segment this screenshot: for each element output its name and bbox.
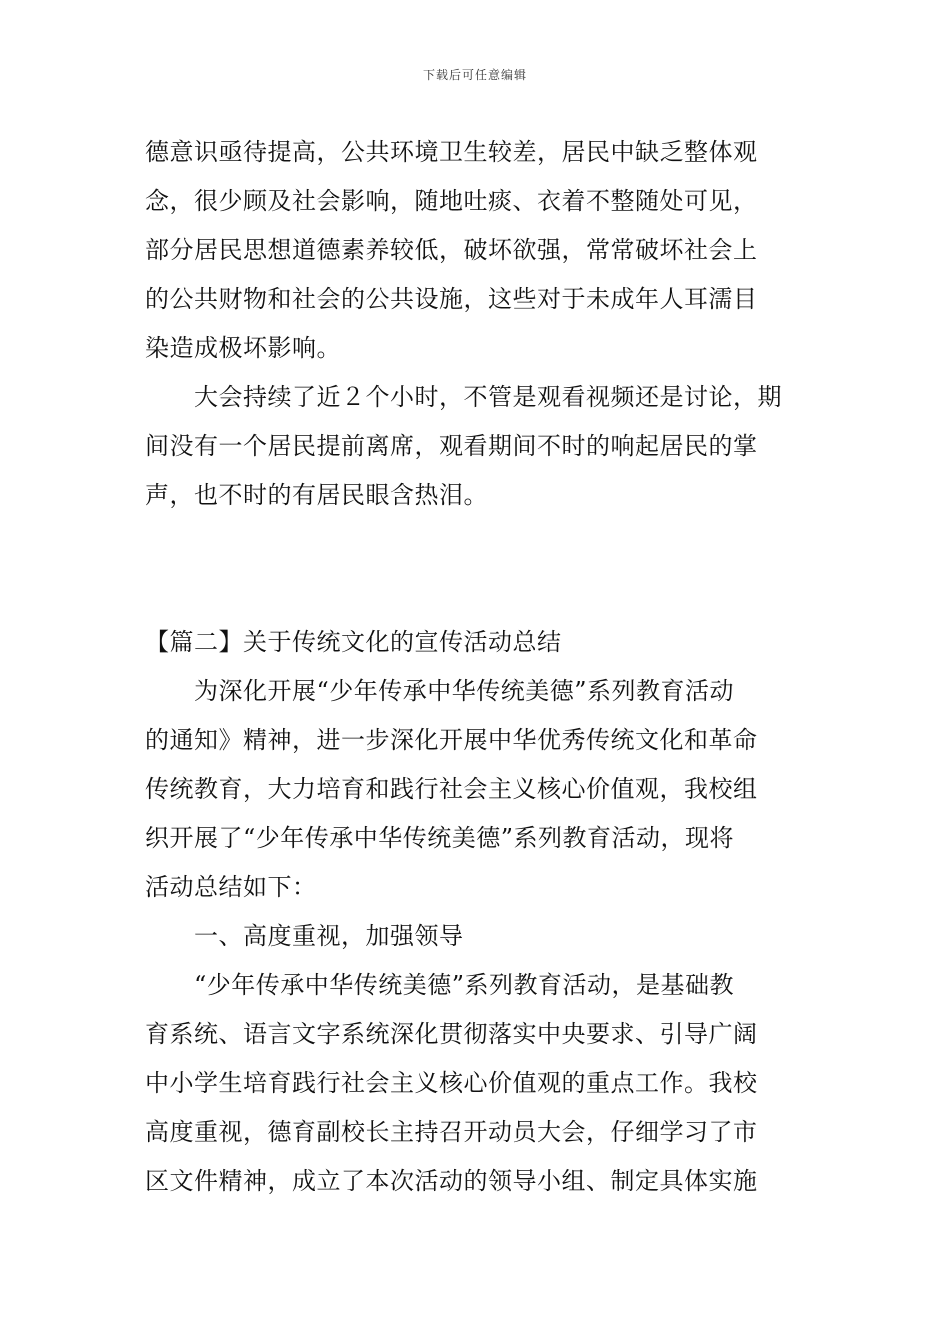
text-line: 德意识亟待提高，公共环境卫生较差，居民中缺乏整体观	[145, 138, 758, 166]
text-line: “少年传承中华传统美德”系列教育活动，是基础教	[145, 971, 735, 999]
text-line: 的通知》精神，进一步深化开展中华优秀传统文化和革命	[145, 726, 758, 754]
text-line: 高度重视，德育副校长主持召开动员大会，仔细学习了市	[145, 1118, 758, 1146]
section-title: 【篇二】关于传统文化的宣传活动总结	[145, 628, 562, 656]
text-line: 念，很少顾及社会影响，随地吐痰、衣着不整随处可见，	[145, 187, 758, 215]
text-line: 中小学生培育践行社会主义核心价值观的重点工作。我校	[145, 1069, 758, 1097]
text-line: 织开展了“少年传承中华传统美德”系列教育活动，现将	[145, 824, 735, 852]
text-line: 大会持续了近２个小时，不管是观看视频还是讨论，期	[145, 383, 782, 411]
document-body	[145, 128, 807, 1206]
text-line: 间没有一个居民提前离席，观看期间不时的响起居民的掌	[145, 432, 758, 460]
text-line: 活动总结如下：	[145, 873, 317, 901]
page-header: 下载后可任意编辑	[422, 68, 527, 82]
text-line: 育系统、语言文字系统深化贯彻落实中央要求、引导广阔	[145, 1020, 758, 1048]
text-line: 声，也不时的有居民眼含热泪。	[145, 481, 488, 509]
text-line: 部分居民思想道德素养较低，破坏欲强，常常破坏社会上	[145, 236, 758, 264]
text-line: 传统教育，大力培育和践行社会主义核心价值观，我校组	[145, 775, 758, 803]
text-line: 为深化开展“少年传承中华传统美德”系列教育活动	[145, 677, 735, 705]
text-line: 染造成极坏影响。	[145, 334, 341, 362]
text-line: 的公共财物和社会的公共设施，这些对于未成年人耳濡目	[145, 285, 758, 313]
subheading: 一、高度重视，加强领导	[145, 922, 464, 950]
text-line: 区文件精神，成立了本次活动的领导小组、制定具体实施	[145, 1167, 758, 1195]
section-gap	[145, 520, 807, 618]
